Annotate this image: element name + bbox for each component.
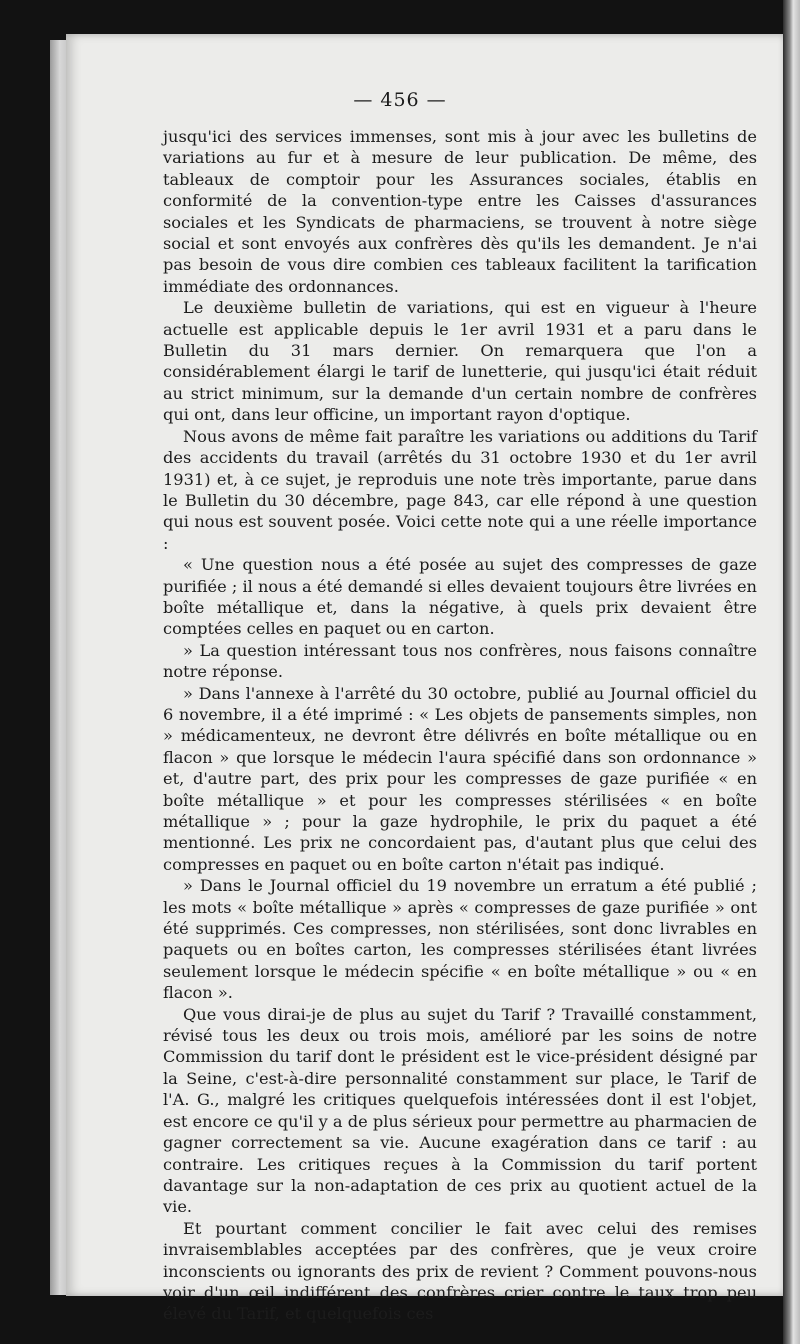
page-number: — 456 — (353, 89, 447, 111)
paragraph-8: Que vous dirai-je de plus au sujet du Tarif ? Travaillé constamment, révisé tous les deux ou trois mois, amélioré par les soins de notre Commission du tarif dont le président est le vice-président désigné par la Seine, c'est-à-dire personnalité constamment sur place, le Tarif de l'A. G., malgré les critiques quelquefois intéressées dont il est l'objet, est encore ce qu'il y a de plus sérieux pour permettre au pharmacien de gagner correctement sa vie. Aucune exagération dans ce tarif : au contraire. Les critiques reçues à la Commission du tarif portent davantage sur la non-adaptation de ces prix au quotient actuel de la vie. (163, 1004, 757, 1217)
page-stack-edge (783, 0, 800, 1344)
paragraph-2: Le deuxième bulletin de variations, qui est en vigueur à l'heure actuelle est applicable depuis le 1er avril 1931 et a paru dans le Bulletin du 31 mars dernier. On remarquera que l'on a considérablement élargi le tarif de lunetterie, qui jusqu'ici était réduit au strict minimum, sur la demande d'un certain nombre de confrères qui ont, dans leur officine, un important rayon d'optique. (163, 298, 757, 425)
paragraph-6: » Dans l'annexe à l'arrêté du 30 octobre, publié au Journal officiel du 6 novembre, il a été imprimé : « Les objets de pansements simples, non » médicamenteux, ne devront être délivrés en boîte métallique ou en flacon » que lorsque le médecin l'aura spécifié dans son ordonnance » et, d'autre part, des prix pour les compresses de gaze purifiée « en boîte métallique » et pour les compresses stérilisées « en boîte métallique » ; pour la gaze hydrophile, le prix du paquet a été mentionné. Les prix ne concordaient pas, d'autant plus que celui des compresses en paquet ou en boîte carton n'était pas indiqué. (163, 683, 757, 874)
paragraph-5: » La question intéressant tous nos confrères, nous faisons connaître notre réponse. (163, 640, 757, 682)
paragraph-3: Nous avons de même fait paraître les variations ou additions du Tarif des accidents du travail (arrêtés du 31 octobre 1930 et du 1er avril 1931) et, à ce sujet, je reproduis une note très importante, parue dans le Bulletin du 30 décembre, page 843, car elle répond à une question qui nous est souvent posée. Voici cette note qui a une réelle importance : (163, 426, 757, 553)
paragraph-4: « Une question nous a été posée au sujet des compresses de gaze purifiée ; il nous a été demandé si elles devaient toujours être livrées en boîte métallique et, dans la négative, à quels prix devaient être comptées celles en paquet ou en carton. (163, 555, 757, 639)
paragraph-9: Et pourtant comment concilier le fait avec celui des remises invraisemblables acceptées par des confrères, que je veux croire inconscients ou ignorants des prix de revient ? Comment pouvons-nous voir d'un œil indifférent des confrères crier contre le taux trop peu élevé du Tarif, et quelquefois ces (163, 1218, 757, 1324)
paragraph-7: » Dans le Journal officiel du 19 novembre un erratum a été publié ; les mots « boîte métallique » après « compresses de gaze purifiée » ont été supprimés. Ces compresses, non stérilisées, sont donc livrables en paquets ou en boîtes carton, les compresses stérilisées étant livrées seulement lorsque le médecin spécifie « en boîte métallique » ou « en flacon ». (163, 876, 757, 1003)
paragraph-1: jusqu'ici des services immenses, sont mis à jour avec les bulletins de variations au fur et à mesure de leur publication. De même, des tableaux de comptoir pour les Assurances sociales, établis en conformité de la convention-type entre les Caisses d'assurances sociales et les Syndicats de pharmaciens, se trouvent à notre siège social et sont envoyés aux confrères dès qu'ils les demandent. Je n'ai pas besoin de vous dire combien ces tableaux facilitent la tarification immédiate des ordonnances. (163, 127, 757, 296)
body-text (163, 126, 757, 1325)
